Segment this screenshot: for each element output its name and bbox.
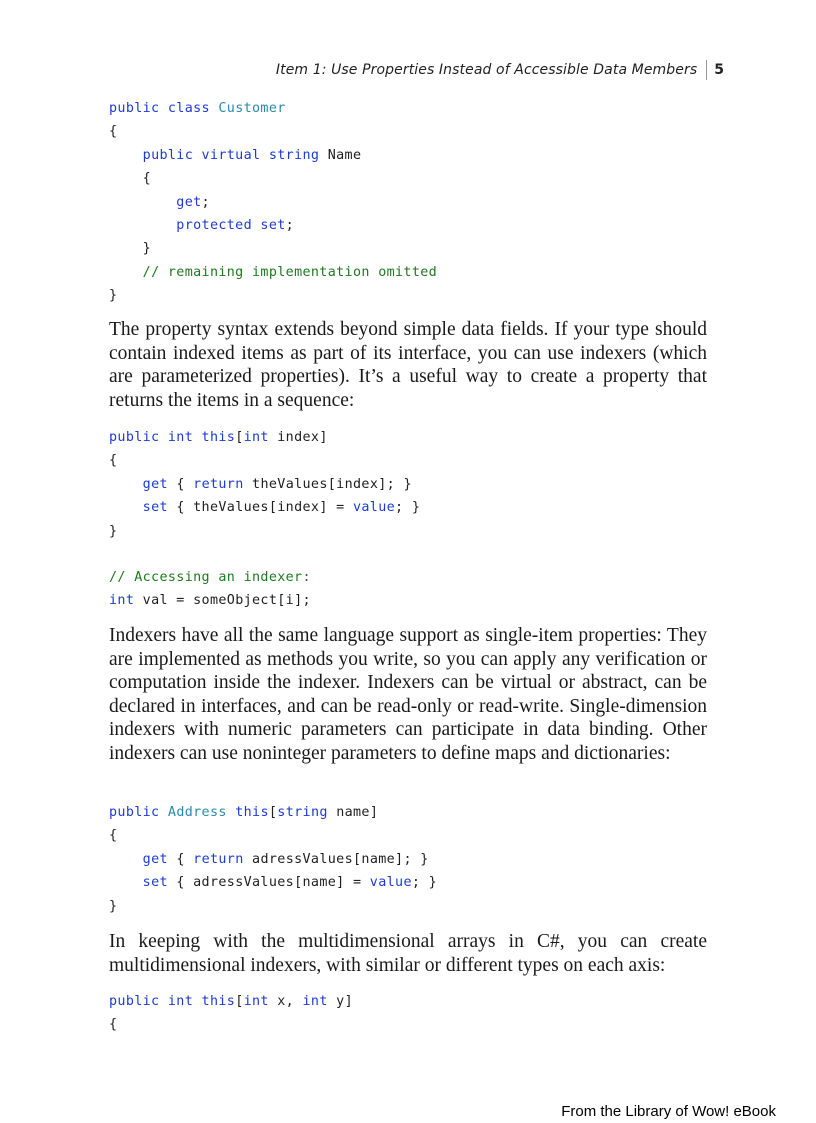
paragraph-multidimensional: In keeping with the multidimensional arrays in C#, you can create multidimensional indexers, with similar or different types on each axis: <box>109 931 707 976</box>
code-block-address-indexer: public Address this[string name] { get { return adressValues[name]; } set { adressValues[name] = value; } } <box>109 805 438 914</box>
header-divider <box>706 60 707 80</box>
running-header-title: Item 1: Use Properties Instead of Accessible Data Members <box>275 62 698 78</box>
code-block-indexer: public int this[int index] { get { return theValues[index]; } set { theValues[index] = value; } } <box>109 430 421 539</box>
footer-watermark: From the Library of Wow! eBook <box>561 1103 776 1120</box>
code-block-customer-class: public class Customer { public virtual string Name { get; protected set; } // remaining implementation omitted } <box>109 101 438 304</box>
paragraph-property-syntax: The property syntax extends beyond simple data fields. If your type should contain indexed items as part of its interface, you can use indexers (which are parameterized properties). It’s a useful way to create a property that returns the items in a sequence: <box>109 319 707 411</box>
page-number: 5 <box>714 62 724 78</box>
code-block-multidimensional-indexer: public int this[int x, int y] { <box>109 994 354 1033</box>
paragraph-indexer-support: Indexers have all the same language support as single-item properties: They are implemented as methods you write, so you can apply any verification or computation inside the indexer. Indexers can be virtual or abstract, can be declared in interfaces, and can be read-only or read-write. Single-dimension indexers with numeric parameters can participate in data binding. Other indexers can use noninteger parameters to define maps and dictionaries: <box>109 625 707 764</box>
running-header <box>276 60 724 80</box>
code-block-accessing-indexer: // Accessing an indexer: int val = someObject[i]; <box>109 570 311 609</box>
